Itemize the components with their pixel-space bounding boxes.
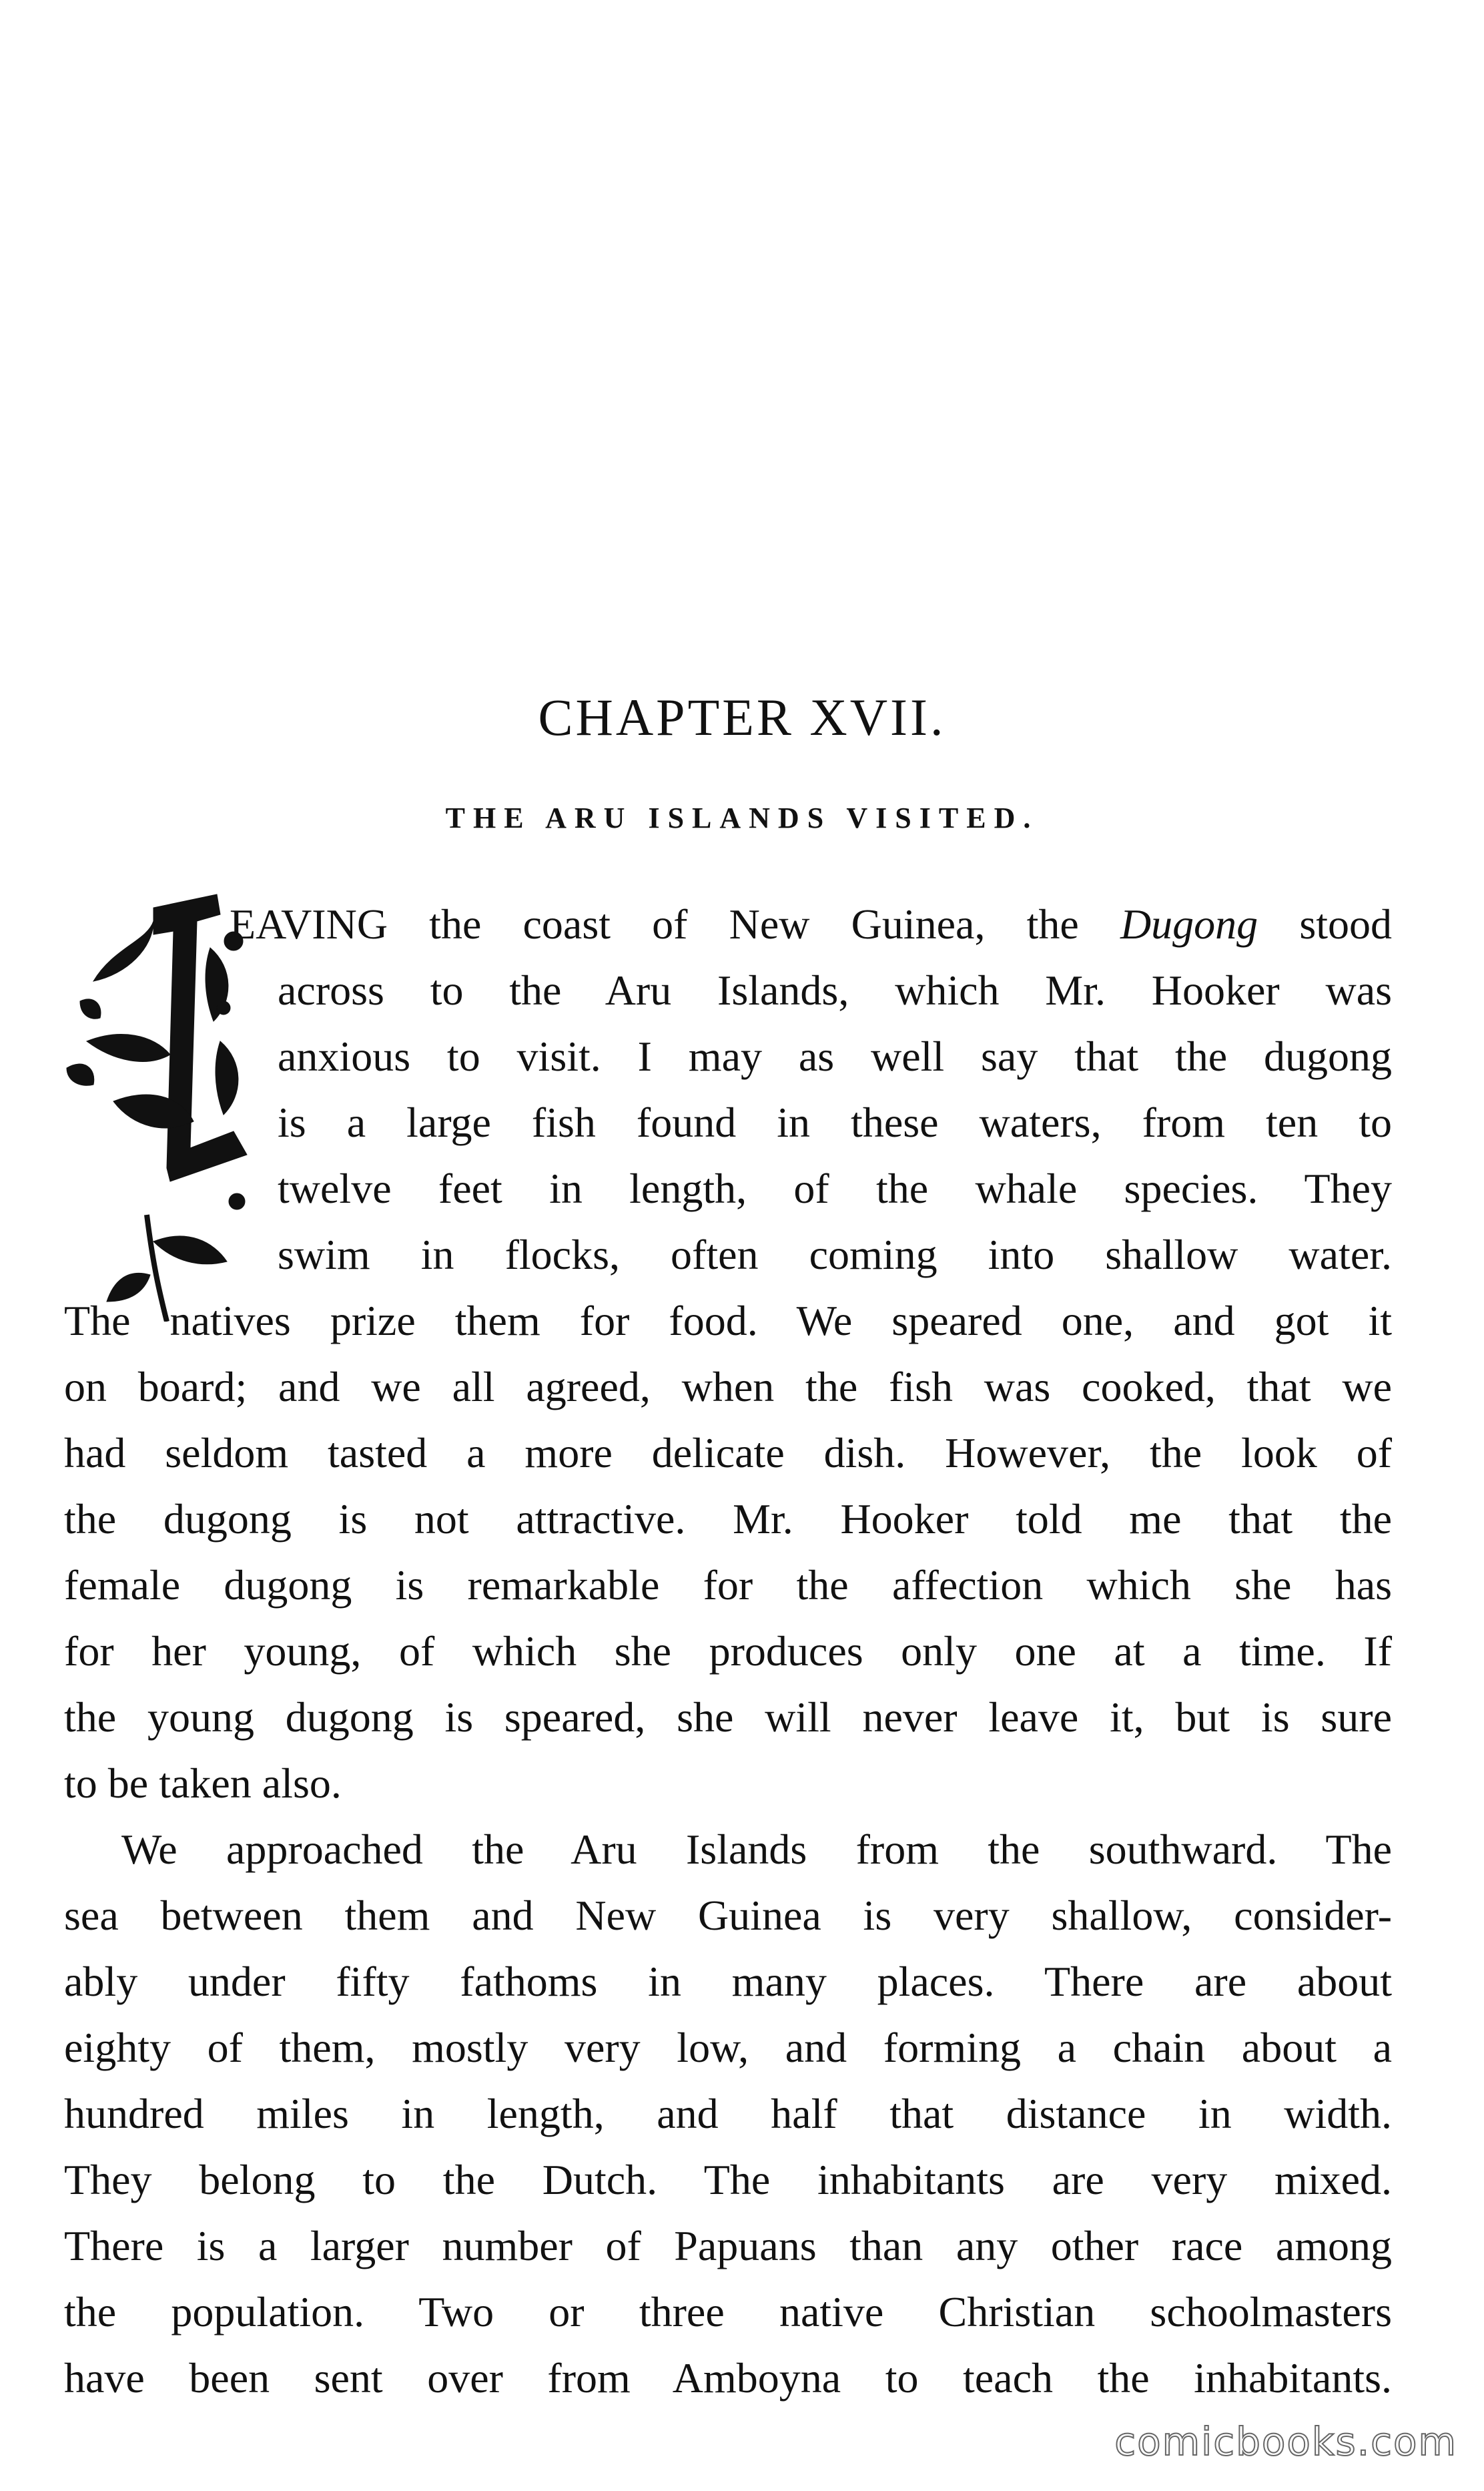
text-line: have been sent over from Amboyna to teach the inhabitants.	[64, 2354, 1392, 2402]
text-line: swim in flocks, often coming into shallow water.	[278, 1231, 1392, 1278]
text-line: had seldom tasted a more delicate dish. However, the look of	[64, 1429, 1392, 1476]
text-line: the population. Two or three native Christian schoolmasters	[64, 2288, 1392, 2335]
text-line: twelve feet in length, of the whale species. They	[278, 1165, 1392, 1212]
body-text	[64, 891, 1392, 2411]
text-line: female dugong is remarkable for the affection which she has	[64, 1561, 1392, 1609]
text-line: to be taken also.	[64, 1759, 342, 1807]
text-line: for her young, of which she produces only one at a time. If	[64, 1627, 1392, 1675]
chapter-heading: CHAPTER XVII.	[538, 688, 946, 746]
text-line: anxious to visit. I may as well say that the dugong	[278, 1033, 1392, 1080]
text-line: ably under fifty fathoms in many places. There are about	[64, 1958, 1392, 2005]
text-line: across to the Aru Islands, which Mr. Hooker was	[278, 966, 1392, 1014]
text-line: is a large fish found in these waters, from ten to	[278, 1099, 1392, 1146]
text-line: The natives prize them for food. We speared one, and got it	[64, 1297, 1392, 1344]
text-line: eighty of them, mostly very low, and forming a chain about a	[64, 2024, 1392, 2071]
watermark: comicbooks.com	[1114, 2419, 1457, 2464]
text-line: hundred miles in length, and half that distance in width.	[64, 2090, 1392, 2137]
text-line: They belong to the Dutch. The inhabitants are very mixed.	[64, 2156, 1392, 2203]
text-line: the dugong is not attractive. Mr. Hooker told me that the	[64, 1495, 1392, 1543]
chapter-title: THE ARU ISLANDS VISITED.	[445, 802, 1039, 834]
text-line: There is a larger number of Papuans than any other race among	[64, 2222, 1392, 2269]
text-line: on board; and we all agreed, when the fish was cooked, that we	[64, 1363, 1392, 1410]
text-line: sea between them and New Guinea is very shallow, consider-	[64, 1892, 1392, 1939]
text-line: EAVING the coast of New Guinea, the Dugong stood	[230, 900, 1393, 948]
text-line: the young dugong is speared, she will never leave it, but is sure	[64, 1693, 1392, 1741]
text-line: We approached the Aru Islands from the southward. The	[121, 1826, 1392, 1873]
